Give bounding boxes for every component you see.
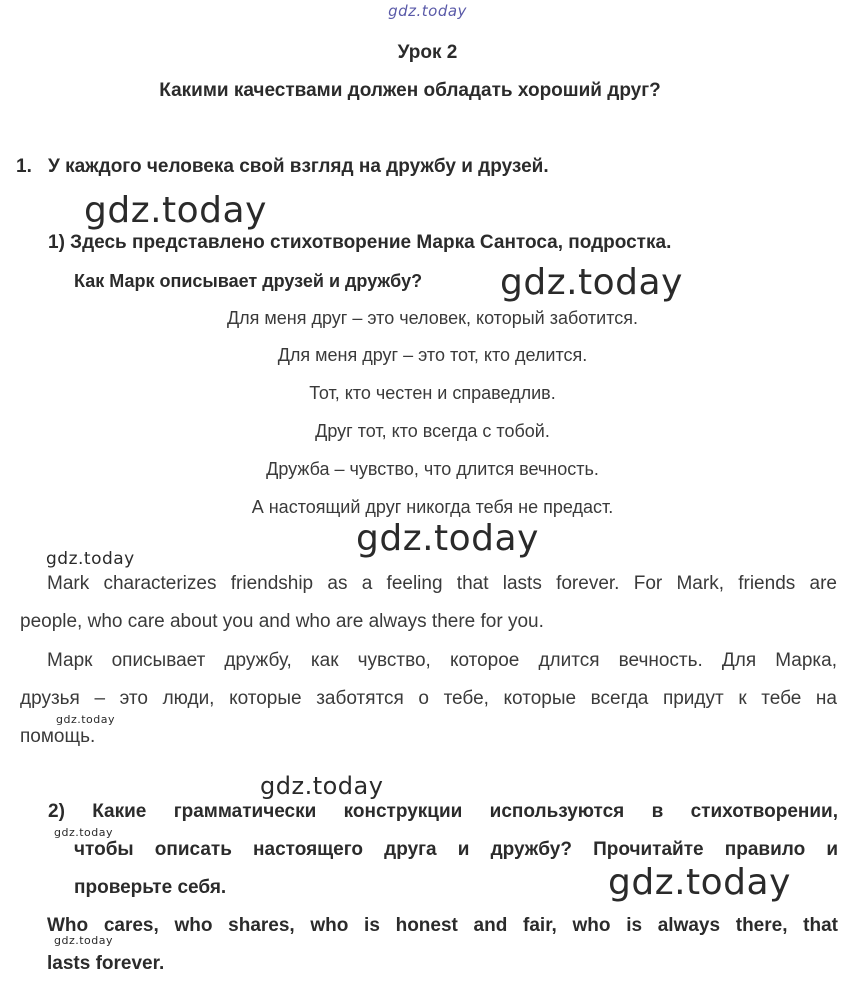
watermark: gdz.today <box>46 549 135 569</box>
poem-line: А настоящий друг никогда тебя не предаст. <box>251 497 614 517</box>
watermark: gdz.today <box>260 772 384 800</box>
poem-line: Друг тот, кто всегда с тобой. <box>315 421 550 441</box>
poem-line: Для меня друг – это тот, кто делится. <box>277 345 588 365</box>
answer-ru-line3: помощь. <box>20 726 96 747</box>
watermark: gdz.today <box>54 934 114 947</box>
subtask1-line2: Как Марк описывает друзей и дружбу? <box>74 271 423 291</box>
task-text: У каждого человека свой взгляд на дружбу и друзей. <box>48 156 549 177</box>
watermark: gdz.today <box>356 518 539 559</box>
lesson-title: Урок 2 <box>397 42 458 63</box>
poem-line: Для меня друг – это человек, который заботится. <box>226 308 639 328</box>
watermark: gdz.today <box>56 713 116 726</box>
subtask1-line1: 1) Здесь представлено стихотворение Марка Сантоса, подростка. <box>48 232 672 253</box>
watermark: gdz.today <box>608 862 791 903</box>
poem-line: Дружба – чувство, что длится вечность. <box>266 459 599 479</box>
watermark: gdz.today <box>84 190 267 231</box>
watermark: gdz.today <box>500 262 683 303</box>
watermark: gdz.today <box>54 826 114 839</box>
subtask2-line1: 2) Какие грамматически конструкции используются в стихотворении, <box>48 801 838 822</box>
answer2-line2: lasts forever. <box>47 953 165 974</box>
answer2-line1: Who cares, who shares, who is honest and fair, who is always there, that <box>47 915 838 936</box>
subtask2-line3: проверьте себя. <box>74 877 227 898</box>
answer-en-line2: people, who care about you and who are always there for you. <box>20 611 544 632</box>
answer-en-line1: Mark characterizes friendship as a feeling that lasts forever. For Mark, friends are <box>47 573 837 594</box>
watermark-top: gdz.today <box>388 2 467 20</box>
subtask2-line2: чтобы описать настоящего друга и дружбу? Прочитайте правило и <box>74 839 838 860</box>
answer-ru-line1: Марк описывает дружбу, как чувство, которое длится вечность. Для Марка, <box>47 650 837 671</box>
lesson-question: Какими качествами должен обладать хороший друг? <box>159 80 661 101</box>
task-number: 1. <box>16 156 32 177</box>
answer-ru-line2: друзья – это люди, которые заботятся о тебе, которые всегда придут к тебе на <box>20 688 837 709</box>
poem-line: Тот, кто честен и справедлив. <box>309 383 556 403</box>
